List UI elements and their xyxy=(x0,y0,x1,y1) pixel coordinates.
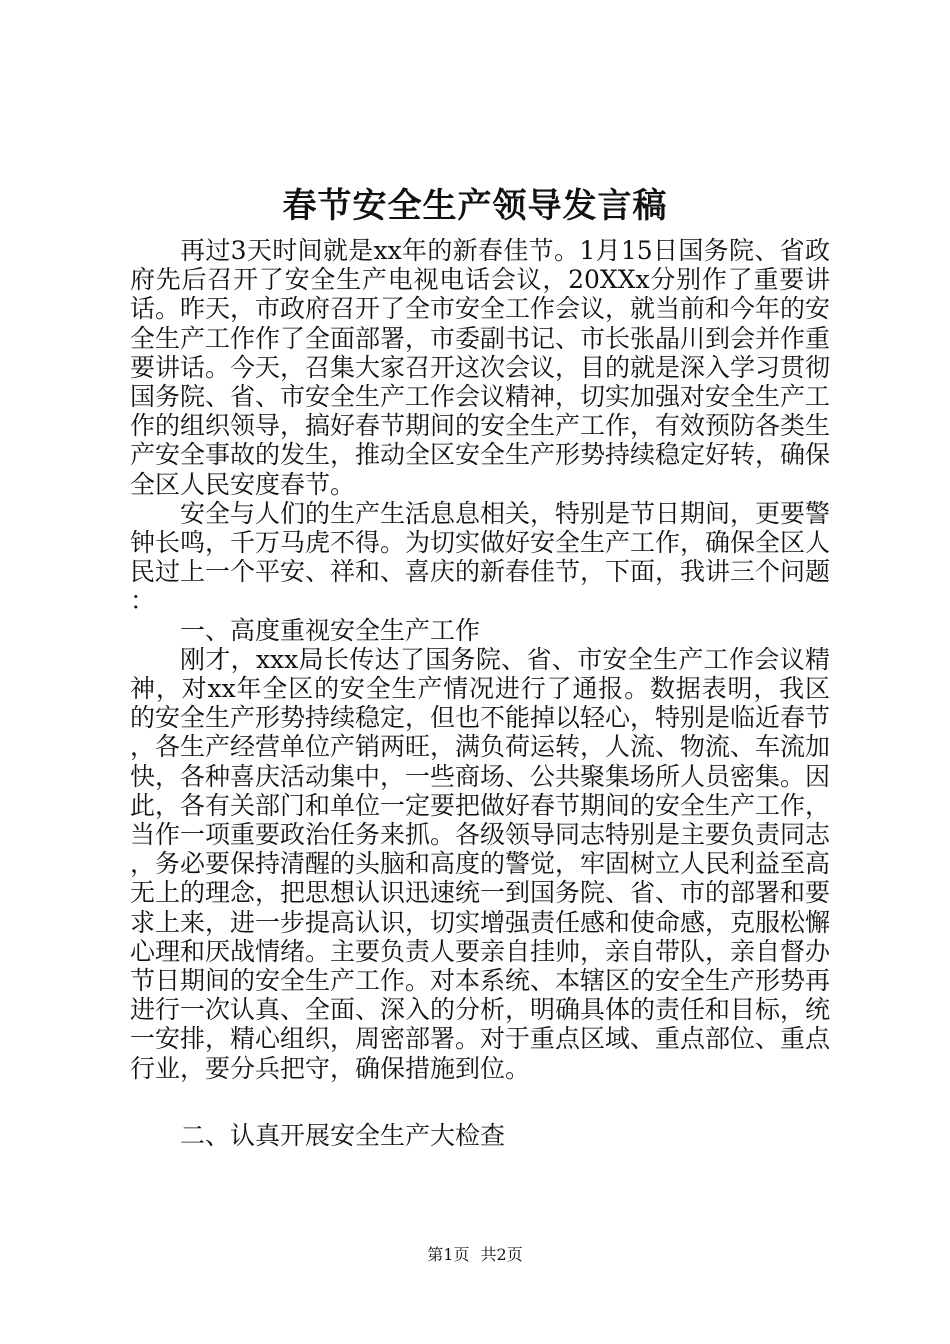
section-heading-2: 二、认真开展安全生产大检查 xyxy=(180,1120,506,1150)
section-heading-1: 一、高度重视安全生产工作 xyxy=(180,615,481,645)
paragraph-section-1: 刚才，xxx局长传达了国务院、省、市安全生产工作会议精神，对xx年全区的安全生产情况进行了通报。数据表明，我区的安全生产形势持续稳定，但也不能掉以轻心，特别是临近春节，各生产经营单位产销两旺，满负荷运转，人流、物流、车流加快，各种喜庆活动集中，一些商场、公共聚集场所人员密集。因此，各有关部门和单位一定要把做好春节期间的安全生产工作，当作一项重要政治任务来抓。各级领导同志特别是主要负责同志，务必要保持清醒的头脑和高度的警觉，牢固树立人民利益至高无上的理念，把思想认识迅速统一到国务院、省、市的部署和要求上来，进一步提高认识，切实增强责任感和使命感，克服松懈心理和厌战情绪。主要负责人要亲自挂帅，亲自带队，亲自督办节日期间的安全生产工作。对本系统、本辖区的安全生产形势再进行一次认真、全面、深入的分析，明确具体的责任和目标，统一安排，精心组织，周密部署。对于重点区域、重点部位、重点行业，要分兵把守，确保措施到位。 xyxy=(130,644,831,1083)
document-body xyxy=(130,236,830,1150)
page-footer xyxy=(0,1245,950,1265)
paragraph-intro: 再过3天时间就是xx年的新春佳节。1月15日国务院、省政府先后召开了安全生产电视电话会议，20XXx分别作了重要讲话。昨天，市政府召开了全市安全工作会议，就当前和今年的安全生产工作作了全面部署，市委副书记、市长张晶川到会并作重要讲话。今天，召集大家召开这次会议，目的就是深入学习贯彻国务院、省、市安全生产工作会议精神，切实加强对安全生产工作的组织领导，搞好春节期间的安全生产工作，有效预防各类生产安全事故的发生，推动全区安全生产形势持续稳定好转，确保全区人民安度春节。 xyxy=(130,236,831,499)
paragraph-overview: 安全与人们的生产生活息息相关，特别是节日期间，更要警钟长鸣，千万马虎不得。为切实做好安全生产工作，确保全区人民过上一个平安、祥和、喜庆的新春佳节，下面，我讲三个问题： xyxy=(130,498,831,616)
page-total: 共2页 xyxy=(480,1245,523,1264)
page-number: 第1页 xyxy=(427,1245,470,1264)
document-title: 春节安全生产领导发言稿 xyxy=(282,186,668,226)
